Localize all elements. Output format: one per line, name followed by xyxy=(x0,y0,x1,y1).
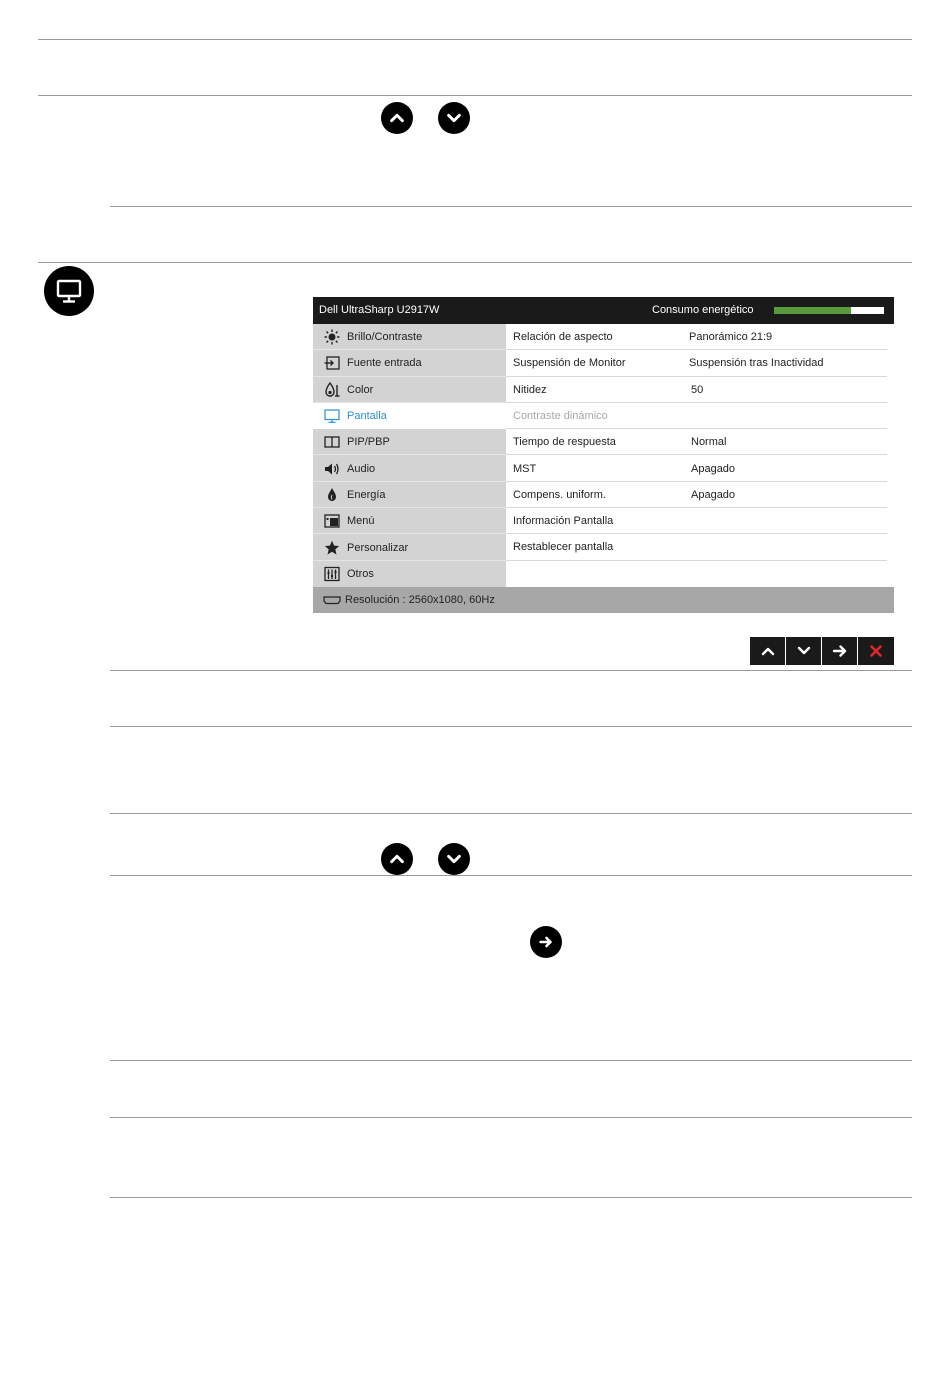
menu-icon xyxy=(322,513,342,529)
menu-item-otros[interactable] xyxy=(313,561,506,587)
divider xyxy=(110,726,912,727)
chevron-up-icon xyxy=(388,109,406,127)
energy-consumption-label: Consumo energético xyxy=(652,304,754,316)
chevron-up-icon xyxy=(760,643,776,659)
menu-item-audio[interactable] xyxy=(313,456,506,482)
menu-item-energia[interactable] xyxy=(313,482,506,508)
submenu-label: Suspensión de Monitor xyxy=(513,357,626,370)
enter-button[interactable] xyxy=(530,926,562,958)
menu-item-label: Energía xyxy=(347,488,386,501)
menu-item-label: Audio xyxy=(347,462,376,475)
chevron-down-icon xyxy=(445,850,463,868)
submenu-value: Suspensión tras Inactividad xyxy=(689,357,824,370)
divider xyxy=(110,670,912,671)
submenu-label: Restablecer pantalla xyxy=(513,541,614,554)
color-icon xyxy=(322,382,342,398)
display-section-icon xyxy=(44,266,94,316)
divider xyxy=(110,1060,912,1061)
menu-item-fuente-entrada[interactable] xyxy=(313,350,506,376)
menu-item-label: Otros xyxy=(347,567,374,580)
divider xyxy=(110,1117,912,1118)
submenu-value: Normal xyxy=(691,436,727,449)
close-icon xyxy=(868,643,884,659)
submenu-label: Información Pantalla xyxy=(513,515,614,528)
display-icon xyxy=(322,408,342,424)
divider xyxy=(110,813,912,814)
submenu-label: Compens. uniform. xyxy=(513,488,606,501)
submenu-label: Nitidez xyxy=(513,383,547,396)
submenu-row-suspension-monitor[interactable] xyxy=(506,350,887,376)
submenu-row-informacion-pantalla[interactable] xyxy=(506,508,887,534)
up-button[interactable] xyxy=(381,843,413,875)
down-button[interactable] xyxy=(438,102,470,134)
right-arrow-icon xyxy=(537,933,555,951)
strip-enter-button[interactable] xyxy=(822,637,857,665)
menu-item-pip-pbp[interactable] xyxy=(313,429,506,455)
submenu-row-mst[interactable] xyxy=(506,456,887,482)
others-icon xyxy=(322,566,342,582)
resolution-text: Resolución : 2560x1080, 60Hz xyxy=(345,594,495,606)
submenu-value: Apagado xyxy=(691,462,736,475)
down-button[interactable] xyxy=(438,843,470,875)
resolution-status-bar xyxy=(313,587,894,613)
submenu-label: Tiempo de respuesta xyxy=(513,436,616,449)
strip-exit-button[interactable] xyxy=(858,637,894,665)
up-button[interactable] xyxy=(381,102,413,134)
submenu-row-restablecer-pantalla[interactable] xyxy=(506,534,887,560)
submenu-label: MST xyxy=(513,462,537,475)
osd-header xyxy=(313,297,894,324)
monitor-icon xyxy=(55,277,83,305)
strip-up-button[interactable] xyxy=(750,637,785,665)
hdmi-port-icon xyxy=(323,595,341,605)
energy-meter xyxy=(774,307,884,314)
menu-item-brillo-contraste[interactable] xyxy=(313,324,506,350)
monitor-model-title: Dell UltraSharp U2917W xyxy=(319,304,440,316)
submenu-label: Contraste dinámico xyxy=(513,409,608,422)
menu-item-label: Fuente entrada xyxy=(347,357,422,370)
submenu-label: Relación de aspecto xyxy=(513,331,613,343)
menu-item-label: Pantalla xyxy=(347,410,387,423)
menu-item-label: Color xyxy=(347,383,374,396)
energy-icon xyxy=(322,487,342,503)
menu-item-label: Personalizar xyxy=(347,541,409,554)
menu-item-menu[interactable] xyxy=(313,508,506,534)
submenu-value: Panorámico 21:9 xyxy=(689,331,773,343)
submenu-row-compens-uniform[interactable] xyxy=(506,482,887,508)
submenu-list xyxy=(506,324,894,587)
chevron-down-icon xyxy=(796,643,812,659)
divider xyxy=(110,206,912,207)
submenu-value: 50 xyxy=(691,383,704,396)
divider xyxy=(110,1197,912,1198)
chevron-up-icon xyxy=(388,850,406,868)
osd-menu xyxy=(313,297,894,613)
osd-button-strip xyxy=(750,637,894,665)
chevron-down-icon xyxy=(445,109,463,127)
menu-item-personalizar[interactable] xyxy=(313,534,506,560)
main-menu-list xyxy=(313,324,506,587)
menu-item-label: PIP/PBP xyxy=(347,436,390,449)
submenu-row-relacion-aspecto[interactable] xyxy=(506,324,887,350)
strip-down-button[interactable] xyxy=(786,637,821,665)
submenu-row-contraste-dinamico xyxy=(506,403,887,429)
star-icon xyxy=(322,540,342,556)
brightness-icon xyxy=(322,329,342,345)
right-arrow-icon xyxy=(832,643,848,659)
menu-item-color[interactable] xyxy=(313,377,506,403)
speaker-icon xyxy=(322,461,342,477)
menu-item-pantalla[interactable] xyxy=(313,403,506,429)
submenu-row-nitidez[interactable] xyxy=(506,377,887,403)
submenu-row-tiempo-respuesta[interactable] xyxy=(506,429,887,455)
divider xyxy=(38,262,912,263)
submenu-value: Apagado xyxy=(691,488,736,501)
menu-item-label: Menú xyxy=(347,515,375,528)
divider xyxy=(38,39,912,40)
energy-meter-fill xyxy=(774,307,851,314)
divider xyxy=(110,875,912,876)
divider xyxy=(38,95,912,96)
pip-icon xyxy=(322,434,342,450)
input-source-icon xyxy=(322,355,342,371)
menu-item-label: Brillo/Contraste xyxy=(347,331,423,344)
